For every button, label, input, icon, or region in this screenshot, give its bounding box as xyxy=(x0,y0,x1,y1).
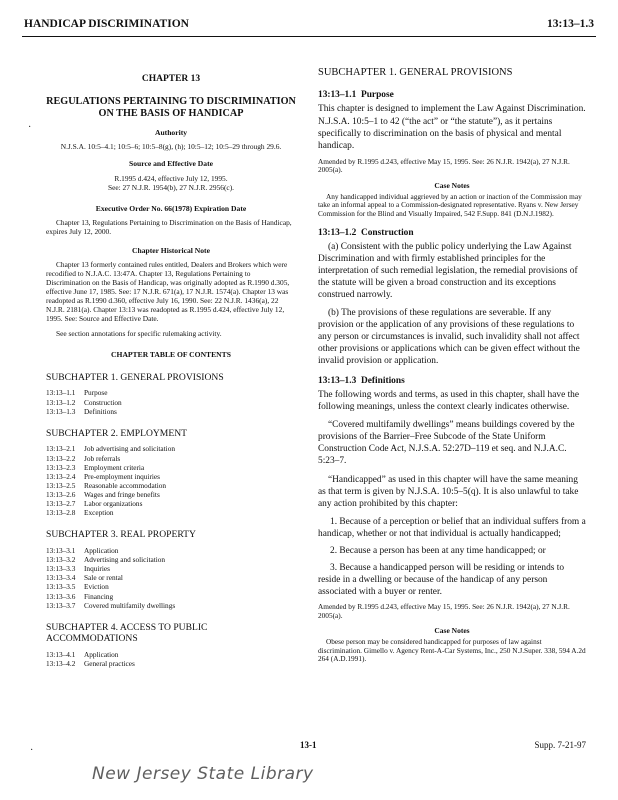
toc-section-title: Definitions xyxy=(84,406,117,416)
toc-section-title: Labor organizations xyxy=(84,499,143,509)
authority-text: N.J.S.A. 10:5–4.1; 10:5–6; 10:5–8(g), (h); 10:5–12; 10:5–29 through 29.6. xyxy=(60,142,282,152)
toc-section-number: 13:13–1.1 xyxy=(46,388,76,398)
toc-entry xyxy=(46,564,296,573)
chapter-title: REGULATIONS PERTAINING TO DISCRIMINATION ON THE BASIS OF HANDICAP xyxy=(46,95,296,119)
subchapter-heading: SUBCHAPTER 1. GENERAL PROVISIONS xyxy=(318,67,513,78)
toc-subchapter-heading: SUBCHAPTER 1. GENERAL PROVISIONS xyxy=(46,371,224,383)
toc-section-number: 13:13–3.5 xyxy=(46,582,76,592)
toc-section-title: Employment criteria xyxy=(84,462,145,472)
toc-section-title: Sale or rental xyxy=(84,573,123,583)
toc-section-title: Exception xyxy=(84,508,114,518)
toc-subchapter-heading: SUBCHAPTER 2. EMPLOYMENT xyxy=(46,427,187,439)
table-of-contents xyxy=(46,372,296,669)
right-column xyxy=(318,66,586,670)
toc-entry xyxy=(46,555,296,564)
toc-entry xyxy=(46,388,296,397)
definition-item: 1. Because of a perception or belief that an individual suffers from a handicap, whether or not that individual is actually handicapped; xyxy=(318,516,586,539)
toc-entry xyxy=(46,650,296,659)
section-title: Definitions xyxy=(360,376,405,387)
toc-section-number: 13:13–2.2 xyxy=(46,453,76,463)
toc-entry xyxy=(46,582,296,591)
toc-section-number: 13:13–2.1 xyxy=(46,444,76,454)
header-section-range: 13:13–1.3 xyxy=(547,18,594,30)
amendment-note: Amended by R.1995 d.243, effective May 15, 1995. See: 26 N.J.R. 1942(a), 27 N.J.R. 2005(a). xyxy=(318,156,570,175)
toc-section-number: 13:13–3.1 xyxy=(46,546,76,556)
section-title: Purpose xyxy=(360,90,394,101)
section-body: This chapter is designed to implement the Law Against Discrimination. N.J.S.A. 10:5–1 to 42 (“the act” or “the statute”), as it pertains specifically to discrimination on the basis of physical and mental handicap. xyxy=(318,104,586,151)
toc-entry xyxy=(46,592,296,601)
toc-entry xyxy=(46,659,296,668)
toc-entry xyxy=(46,601,296,610)
executive-order-text: Chapter 13, Regulations Pertaining to Discrimination on the Basis of Handicap, expires July 12, 2000. xyxy=(46,217,292,236)
toc-subchapter-heading: SUBCHAPTER 4. ACCESS TO PUBLIC ACCOMMODATIONS xyxy=(46,621,208,645)
definitions-intro: The following words and terms, as used in this chapter, shall have the following meanings, unless the context clearly indicates otherwise. xyxy=(318,390,580,413)
case-note-text: Obese person may be considered handicapped for purposes of law against discrimination. Gimello v. Agency Rent-A-Car Systems, Inc., 250 N.J.Super. 338, 594 A.2d 264 (A.D.1991). xyxy=(318,636,586,664)
section-title: Construction xyxy=(360,227,414,238)
toc-section-number: 13:13–2.6 xyxy=(46,489,76,499)
toc-section-title: Eviction xyxy=(84,582,109,592)
toc-section-title: Application xyxy=(84,546,119,556)
historical-note-heading: Chapter Historical Note xyxy=(132,245,210,255)
case-notes-heading: Case Notes xyxy=(434,181,470,191)
toc-section-number: 13:13–2.5 xyxy=(46,480,76,490)
toc-section-title: Job advertising and solicitation xyxy=(84,444,175,454)
library-stamp: New Jersey State Library xyxy=(92,764,314,784)
section-number: 13:13–1.2 xyxy=(318,227,357,238)
amendment-note: Amended by R.1995 d.243, effective May 15, 1995. See: 26 N.J.R. 1942(a), 27 N.J.R. 2005(a). xyxy=(318,601,570,620)
toc-entry xyxy=(46,490,296,499)
toc-section-number: 13:13–2.3 xyxy=(46,462,76,472)
definition-handicapped: “Handicapped” as used in this chapter will have the same meaning as that term is given by N.J.S.A. 10:5–5(q). It is also unlawful to take any action prohibited by this chapter: xyxy=(318,474,579,509)
toc-entry xyxy=(46,499,296,508)
section-number: 13:13–1.1 xyxy=(318,90,357,101)
supplement-date: Supp. 7-21-97 xyxy=(534,740,586,750)
source-heading: Source and Effective Date xyxy=(128,159,213,169)
case-notes-heading: Case Notes xyxy=(434,626,470,636)
toc-section-number: 13:13–3.2 xyxy=(46,555,76,565)
margin-dot: · xyxy=(30,745,34,756)
section-heading xyxy=(318,375,586,387)
toc-section-title: Reasonable accommodation xyxy=(84,480,167,490)
historical-note-text: Chapter 13 formerly contained rules entitled, Dealers and Brokers which were recodified to N.J.A.C. 13:47A. Chapter 13, Regulations Pertaining to Discrimination on the Basis of Handicap, was originally adopted as R.1990 d.305, effective June 17, 1985. See: 17 N.J.R. 671(a), 17 N.J.R. 1574(a). Chapter 13 was readopted as R.1990 d.360, effective July 16, 1990. See: 22 N.J.R. 1436(a), 22 N.J.R. 2181(a). Chapter 13:13 was readopted as R.1995 d.424, effective July 12, 1995. See: Source and Effective Date. xyxy=(46,260,290,324)
toc-entry xyxy=(46,573,296,582)
toc-entry xyxy=(46,407,296,416)
definition-item: 3. Because a handicapped person will be residing or intends to reside in a dwelling or because of the handicap of any person associated with a buyer or renter. xyxy=(318,562,565,597)
toc-section-title: Wages and fringe benefits xyxy=(84,489,160,499)
toc-section-title: General practices xyxy=(84,659,135,669)
section-number: 13:13–1.3 xyxy=(318,376,357,387)
toc-entry xyxy=(46,508,296,517)
authority-heading: Authority xyxy=(154,128,188,138)
toc-entry xyxy=(46,463,296,472)
toc-entry xyxy=(46,398,296,407)
toc-section-number: 13:13–2.7 xyxy=(46,499,76,509)
toc-section-title: Advertising and solicitation xyxy=(84,555,166,565)
toc-section-title: Job referrals xyxy=(84,453,121,463)
toc-entry xyxy=(46,481,296,490)
toc-section-number: 13:13–3.4 xyxy=(46,573,76,583)
toc-section-title: Covered multifamily dwellings xyxy=(84,600,176,610)
toc-section-number: 13:13–2.8 xyxy=(46,508,76,518)
toc-section-title: Inquiries xyxy=(84,564,110,574)
source-line-1: R.1995 d.424, effective July 12, 1995. xyxy=(114,173,228,183)
definition-covered-dwellings: “Covered multifamily dwellings” means buildings covered by the provisions of the Barrier–Free Subcode of the State Uniform Construction Code Act, N.J.S.A. 52:27D–119 et seq. and N.J.A.C. 5:23–7. xyxy=(318,420,575,467)
toc-section-number: 13:13–3.7 xyxy=(46,600,76,610)
running-header xyxy=(22,14,596,37)
case-note-text: Any handicapped individual aggrieved by an action or inaction of the Commission may take an informal appeal to a Commission-designated representative. Ryans v. New Jersey Commission for the Blind and Visually Impaired, 542 F.Supp. 841 (D.N.J.1982). xyxy=(318,191,582,219)
page-number: 13-1 xyxy=(300,740,317,750)
toc-section-number: 13:13–3.6 xyxy=(46,591,76,601)
toc-subchapter-heading: SUBCHAPTER 3. REAL PROPERTY xyxy=(46,529,196,541)
toc-entry xyxy=(46,444,296,453)
toc-section-number: 13:13–4.1 xyxy=(46,650,76,660)
section-annotations-note: See section annotations for specific rulemaking activity. xyxy=(56,329,222,339)
toc-entry xyxy=(46,472,296,481)
toc-section-number: 13:13–3.3 xyxy=(46,564,76,574)
toc-entry xyxy=(46,546,296,555)
toc-section-number: 13:13–1.2 xyxy=(46,397,76,407)
toc-section-title: Financing xyxy=(84,591,114,601)
toc-section-title: Construction xyxy=(84,397,122,407)
left-column xyxy=(46,66,296,668)
toc-section-title: Pre-employment inquiries xyxy=(84,471,160,481)
header-title: HANDICAP DISCRIMINATION xyxy=(24,18,189,30)
paragraph-b: (b) The provisions of these regulations are severable. If any provision or the application of any provisions of these regulations to any person or circumstances is invalid, such invalidity shall not affect other provisions or applications which can be given effect without the invalid provision or application. xyxy=(318,308,580,367)
toc-section-title: Purpose xyxy=(84,388,108,398)
chapter-number: CHAPTER 13 xyxy=(141,74,201,84)
section-heading xyxy=(318,89,586,101)
toc-section-number: 13:13–4.2 xyxy=(46,659,76,669)
toc-section-title: Application xyxy=(84,650,119,660)
toc-section-number: 13:13–1.3 xyxy=(46,406,76,416)
definition-item: 2. Because a person has been at any time handicapped; or xyxy=(330,545,546,556)
toc-heading: CHAPTER TABLE OF CONTENTS xyxy=(111,350,231,360)
paragraph-a: (a) Consistent with the public policy underlying the Law Against Discrimination and with firmly established principles for the interpretation of such remedial legislation, the remedial provisions of the statute will be given a broad construction and its exceptions construed narrowly. xyxy=(318,241,578,301)
toc-section-number: 13:13–2.4 xyxy=(46,471,76,481)
source-line-2: See: 27 N.J.R. 1954(b), 27 N.J.R. 2956(c). xyxy=(107,182,235,192)
executive-order-heading: Executive Order No. 66(1978) Expiration Date xyxy=(95,203,247,213)
margin-dot: · xyxy=(28,122,32,133)
toc-entry xyxy=(46,454,296,463)
section-heading xyxy=(318,227,586,239)
